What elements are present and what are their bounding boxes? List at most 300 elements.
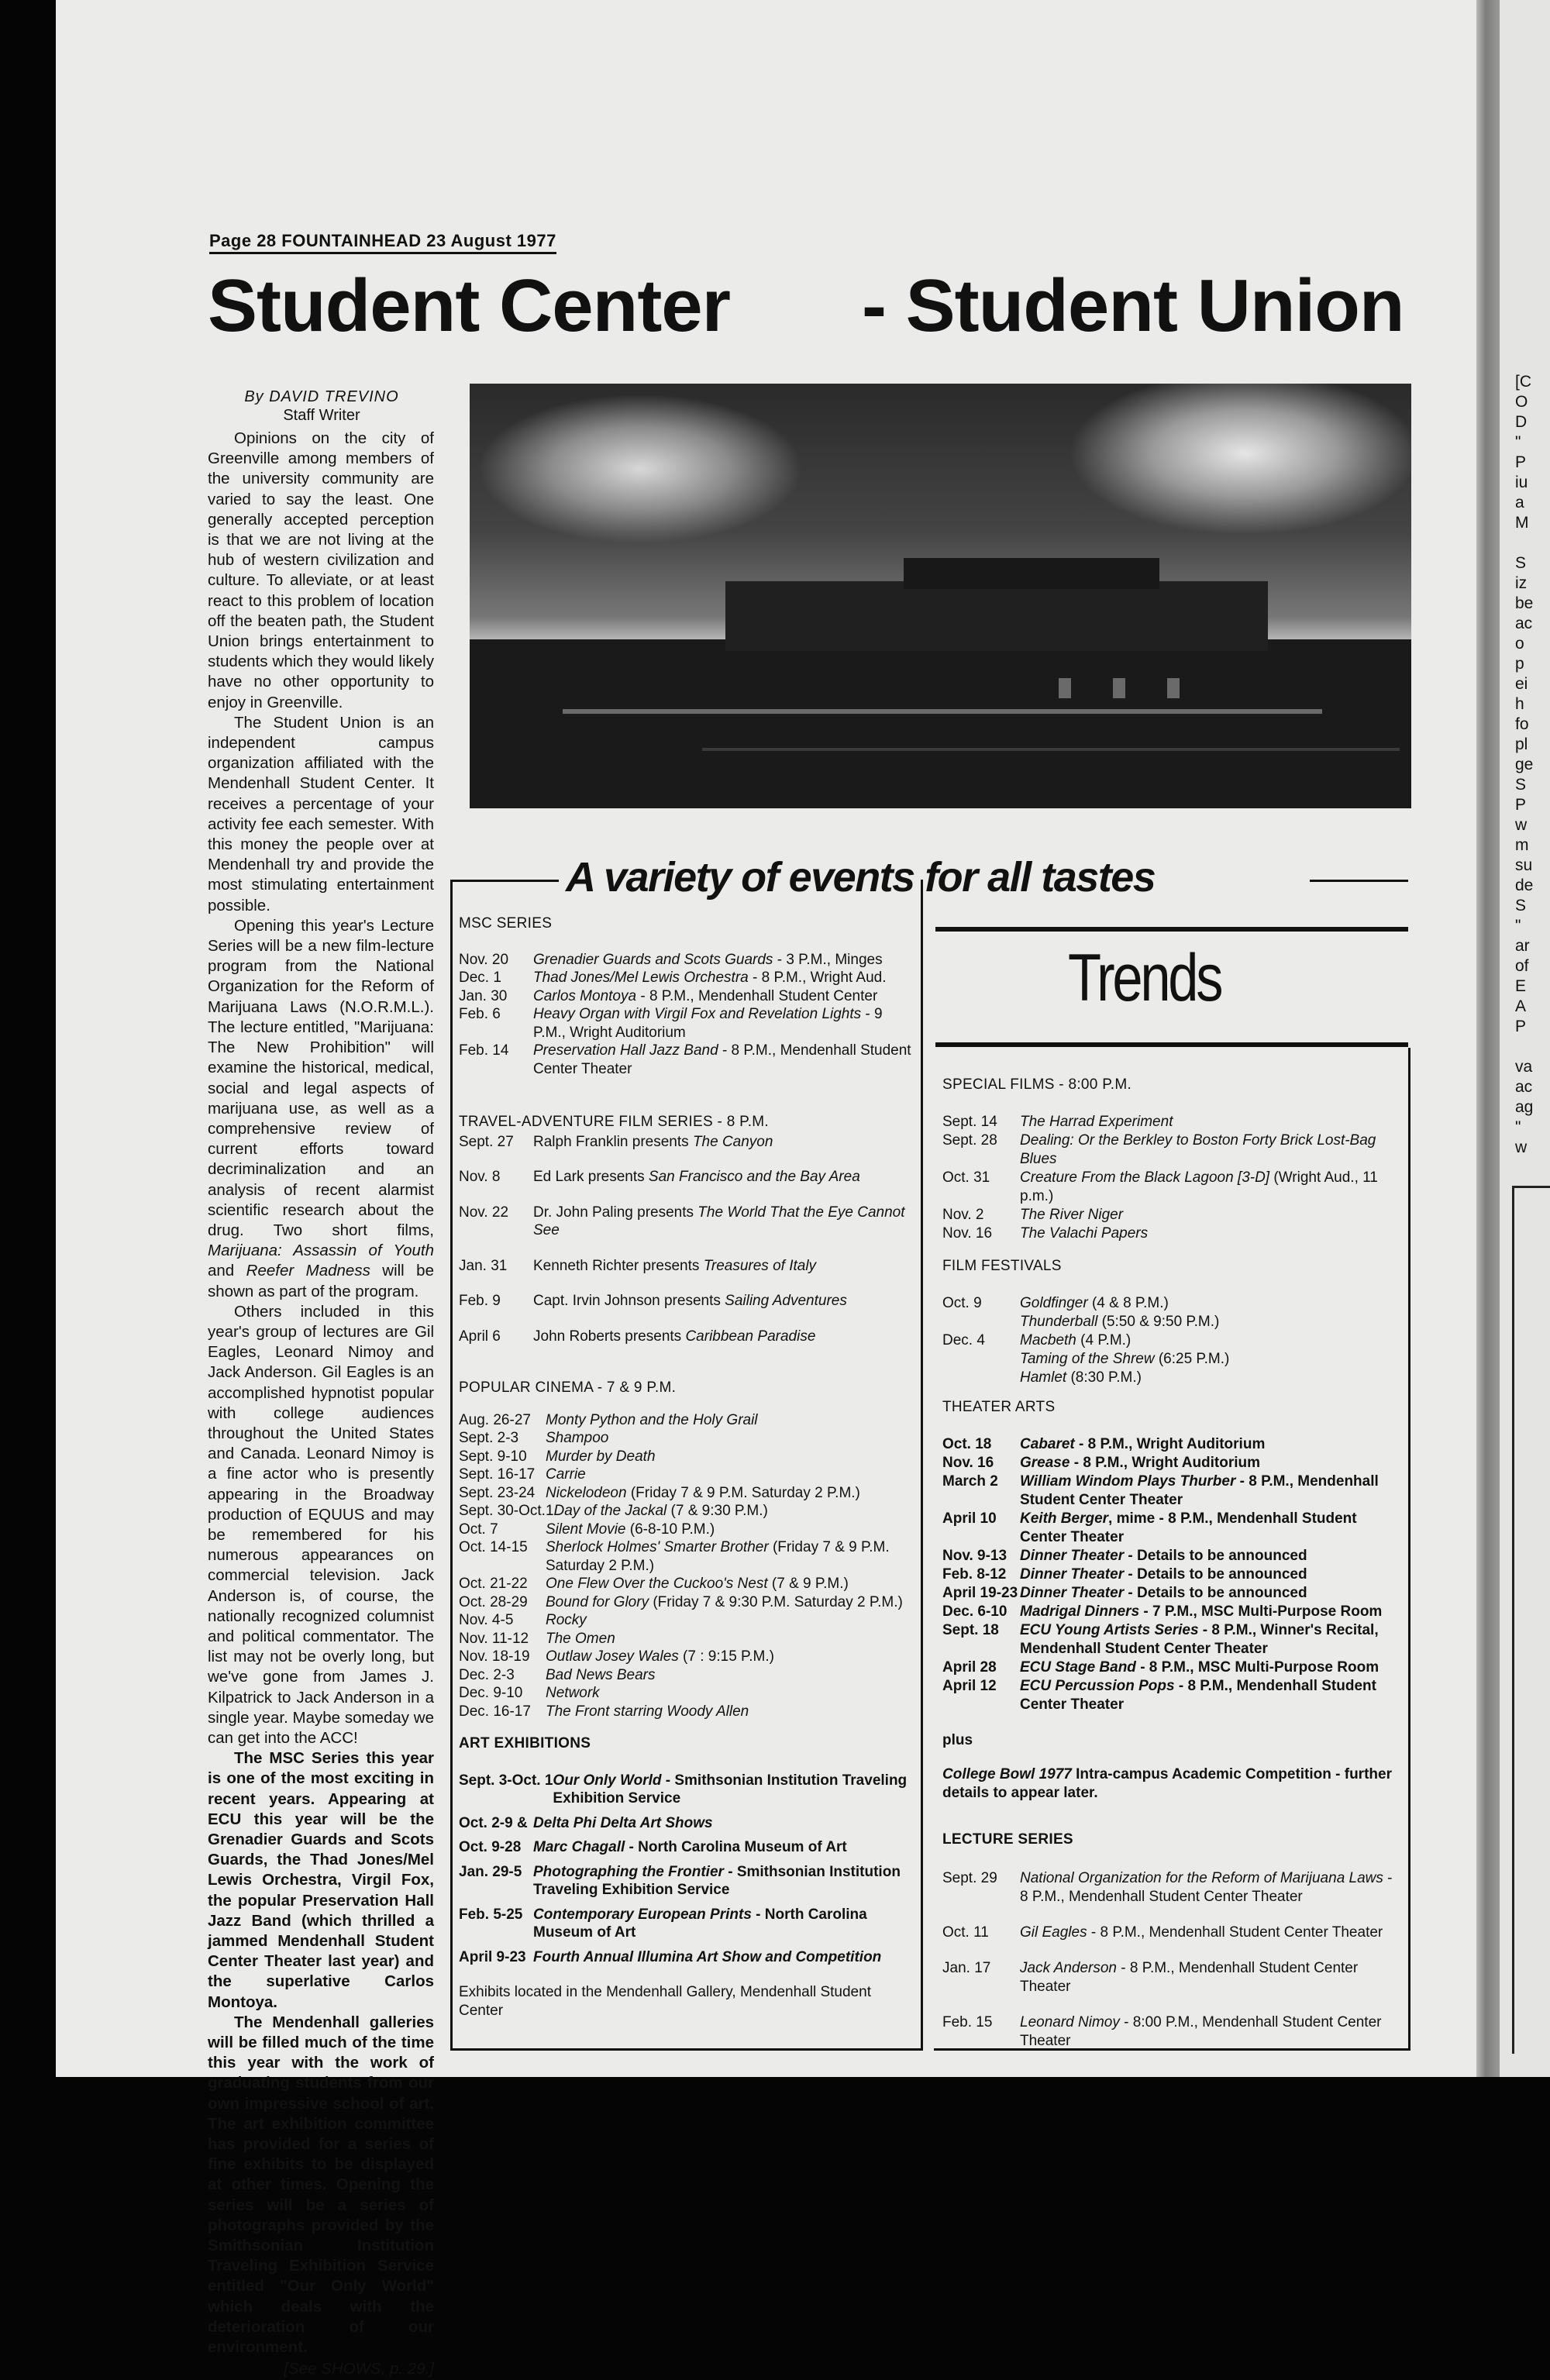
building-upper: [725, 581, 1268, 651]
event-title: The Valachi Papers: [1020, 1225, 1149, 1242]
trends-rule: [935, 1042, 1408, 1047]
event-date: Sept. 14: [942, 1114, 997, 1130]
event-entry: [459, 1042, 914, 1078]
event-date: Dec. 6-10: [942, 1603, 1008, 1620]
event-description: [546, 1684, 914, 1703]
event-entry: [942, 1224, 1401, 1243]
event-title: Taming of the Shrew: [1020, 1351, 1155, 1367]
event-date: Sept. 18: [942, 1622, 999, 1638]
event-details: - Details to be announced: [1124, 1585, 1307, 1601]
event-date: Oct. 28-29: [459, 1593, 528, 1610]
event-date: Sept. 23-24: [459, 1484, 536, 1501]
event-description: [546, 1466, 914, 1484]
adjacent-text-fragment: pl: [1515, 735, 1528, 753]
event-date: Feb. 6: [459, 1006, 501, 1022]
event-entry: [459, 1684, 914, 1703]
event-title: One Flew Over the Cuckoo's Nest: [546, 1576, 768, 1592]
adjacent-text-fragment: P: [1515, 453, 1527, 471]
event-entry: [459, 1168, 914, 1187]
adjacent-text-fragment: iu: [1515, 474, 1528, 491]
italic-title: Reefer Madness: [246, 1262, 370, 1280]
event-description: [546, 1521, 914, 1539]
event-description: [553, 1772, 914, 1808]
adjacent-text-fragment: S: [1515, 776, 1527, 794]
event-title: The Harrad Experiment: [1020, 1114, 1173, 1130]
event-entry: [942, 1565, 1401, 1584]
adjacent-text-fragment: ge: [1515, 756, 1534, 773]
event-details: - North Carolina Museum of Art: [533, 1906, 867, 1941]
event-details: - 8 P.M., Mendenhall Student Center Theater: [1087, 1924, 1383, 1941]
section-heading: ART EXHIBITIONS: [459, 1735, 591, 1751]
adjacent-text-fragment: ar: [1515, 937, 1530, 955]
event-description: [1020, 1350, 1401, 1369]
adjacent-text-fragment: w: [1515, 1138, 1528, 1156]
event-details: (Friday 7 & 9:30 P.M. Saturday 2 P.M.): [649, 1593, 903, 1610]
event-details: - North Carolina Museum of Art: [625, 1839, 847, 1855]
event-entry: [942, 1454, 1401, 1472]
trends-listing: [942, 1076, 1401, 2051]
event-description: [533, 1168, 914, 1187]
event-description: [1020, 1369, 1401, 1387]
event-entry: [459, 1448, 914, 1466]
paragraph-text: Opening this year's Lecture Series will be a new film-lecture program from the National Organization for the Reform of Marijuana Laws (N.O.R.M.L.). The lecture entitled, "Marijuana: The New Prohibition" will examine the historical, medical, social and legal aspects of marijuana use, as well as a comprehensive review of current efforts toward decriminalization and an analysis of recent alarmist scientific research about the drug. Two short films,: [208, 916, 434, 1239]
event-date: Nov. 2: [942, 1207, 984, 1223]
event-title: Thunderball: [1020, 1314, 1098, 1330]
event-date: Sept. 3-Oct. 1: [459, 1772, 553, 1789]
event-entry: [459, 1005, 914, 1042]
event-title: Rocky: [546, 1612, 587, 1628]
event-entry: [459, 1593, 914, 1612]
event-date: April 10: [942, 1510, 997, 1527]
event-title: Murder by Death: [546, 1448, 656, 1465]
paragraph-text: and: [208, 1262, 246, 1280]
event-description: [533, 1814, 914, 1833]
adjacent-text-fragment: ac: [1515, 1078, 1533, 1096]
event-title: Gil Eagles: [1020, 1924, 1087, 1941]
building-ledge: [563, 709, 1322, 714]
event-date: Dec. 9-10: [459, 1685, 523, 1701]
event-entry: [942, 1206, 1401, 1224]
event-date: Sept. 29: [942, 1870, 997, 1886]
event-date: Feb. 9: [459, 1293, 501, 1309]
event-entry: [942, 1472, 1401, 1510]
event-description: [546, 1630, 914, 1648]
event-details: - 8 P.M., Mendenhall Student Center Theater: [533, 1042, 911, 1077]
event-description: [1020, 1331, 1401, 1350]
event-entry: [459, 1538, 914, 1575]
event-description: [1020, 1206, 1401, 1224]
event-title: Outlaw Josey Wales: [546, 1648, 679, 1665]
adjacent-page: [1500, 0, 1550, 2077]
event-description: [533, 1863, 914, 1900]
event-description: [1020, 1869, 1401, 1906]
student-center-photo: [470, 384, 1411, 808]
section-heading: LECTURE SERIES: [942, 1831, 1073, 1848]
event-entry: [942, 1677, 1401, 1714]
event-description: [533, 987, 914, 1006]
adjacent-text-fragment: D: [1515, 413, 1528, 431]
adjacent-text-fragment: w: [1515, 816, 1528, 834]
adjacent-text-fragment: fo: [1515, 715, 1529, 733]
event-date: Oct. 9: [942, 1295, 982, 1311]
event-description: [533, 1906, 914, 1942]
event-entry: [942, 1658, 1401, 1677]
event-description: [546, 1484, 914, 1503]
event-description: [1020, 1584, 1401, 1603]
event-title: Grease: [1020, 1455, 1070, 1471]
event-date: Nov. 22: [459, 1204, 509, 1221]
event-date: Jan. 31: [459, 1257, 508, 1274]
trends-section: [942, 1257, 1401, 1387]
event-entry: [459, 951, 914, 970]
event-description: [1020, 1294, 1401, 1313]
event-description: [533, 1292, 914, 1311]
section-heading: FILM FESTIVALS: [942, 1258, 1062, 1274]
adjacent-text-fragment: o: [1515, 635, 1524, 653]
event-date: Oct. 11: [942, 1924, 989, 1941]
adjacent-text-fragment: a: [1515, 494, 1524, 511]
event-description: [546, 1666, 914, 1685]
event-date: Jan. 30: [459, 987, 508, 1004]
event-entry: [459, 1948, 914, 1967]
page-gutter: [1476, 0, 1500, 2077]
events-section: [459, 1734, 914, 1966]
event-description: [1020, 1113, 1401, 1131]
plus-label: plus: [942, 1732, 973, 1748]
event-date: Sept. 2-3: [459, 1430, 519, 1446]
events-section: [459, 1379, 914, 1720]
event-entry: [459, 1484, 914, 1503]
section-heading: TRAVEL-ADVENTURE FILM SERIES - 8 P.M.: [459, 1114, 769, 1130]
event-date: Feb. 14: [459, 1042, 509, 1059]
event-description: [533, 969, 914, 987]
adjacent-text-fragment: de: [1515, 877, 1534, 894]
event-details: - 7 P.M., MSC Multi-Purpose Room: [1139, 1603, 1383, 1620]
event-description: [533, 1204, 914, 1240]
event-entry: [459, 1703, 914, 1721]
event-entry: [942, 1369, 1401, 1387]
event-description: [546, 1538, 914, 1575]
building-roof: [904, 558, 1159, 589]
event-entry: [459, 1814, 914, 1833]
event-details: - 8 P.M., Wright Auditorium: [1074, 1436, 1266, 1452]
event-entry: [459, 1328, 914, 1346]
trends-section: [942, 1398, 1401, 1714]
event-title: ECU Young Artists Series: [1020, 1622, 1199, 1638]
event-title: Jack Anderson: [1020, 1960, 1117, 1976]
events-section: [459, 1113, 914, 1345]
event-title: The World That the Eye Cannot See: [533, 1204, 905, 1238]
event-date: Nov. 4-5: [459, 1612, 514, 1628]
headline-right: - Student Union: [862, 264, 1404, 347]
event-description: [546, 1611, 914, 1630]
event-date: Aug. 26-27: [459, 1411, 531, 1428]
event-title: Madrigal Dinners: [1020, 1603, 1140, 1620]
page-folio: Page 28 FOUNTAINHEAD 23 August 1977: [209, 231, 556, 254]
event-description: [1020, 1547, 1401, 1565]
adjacent-text-fragment: ei: [1515, 675, 1528, 693]
college-bowl-note: [942, 1765, 1401, 1803]
college-bowl-details: Intra-campus Academic Competition - further details to appear later.: [942, 1766, 1392, 1801]
event-entry: [459, 1429, 914, 1448]
event-title: Bound for Glory: [546, 1593, 649, 1610]
event-entry: [459, 1630, 914, 1648]
event-details: (6:25 P.M.): [1154, 1351, 1230, 1367]
event-title: The River Niger: [1020, 1207, 1124, 1223]
event-date: Dec. 1: [459, 970, 501, 986]
event-entry: [459, 1863, 914, 1900]
event-title: Contemporary European Prints: [533, 1906, 752, 1923]
event-details: - 8 P.M., Wright Auditorium: [1070, 1455, 1261, 1471]
event-date: Dec. 4: [942, 1332, 985, 1348]
event-entry: [459, 969, 914, 987]
event-entry: [459, 1502, 914, 1521]
event-date: Oct. 31: [942, 1169, 990, 1186]
article-paragraph: [208, 1748, 434, 2013]
event-date: Nov. 8: [459, 1169, 501, 1185]
event-description: [546, 1411, 914, 1430]
event-presenter: Ralph Franklin presents: [533, 1133, 693, 1150]
event-title: Keith Berger: [1020, 1510, 1109, 1527]
event-description: [546, 1703, 914, 1721]
event-description: [533, 1838, 914, 1857]
paragraph-text: Opinions on the city of Greenville among members of the university community are varied to say the least. One generally accepted perception is that we are not living at the hub of western civilization and culture. To alleviate, or at least react to this problem of location off the beaten path, the Student Union brings entertainment to students which they would likely have no other opportunity to enjoy in Greenville.: [208, 429, 434, 711]
section-heading: POPULAR CINEMA - 7 & 9 P.M.: [459, 1379, 677, 1396]
event-entry: [459, 1575, 914, 1593]
event-entry: [942, 1331, 1401, 1350]
event-title: Grenadier Guards and Scots Guards: [533, 951, 773, 968]
event-details: - 8 P.M., Winner's Recital, Mendenhall Student Center Theater: [1020, 1622, 1379, 1657]
event-details: - 8 P.M., Mendenhall Student Center Theater: [1020, 1473, 1379, 1508]
adjacent-text-fragment: be: [1515, 594, 1534, 612]
event-details: (5:50 & 9:50 P.M.): [1097, 1314, 1220, 1330]
event-date: April 9-23: [459, 1948, 526, 1965]
event-details: (Wright Aud., 11 p.m.): [1020, 1169, 1378, 1204]
event-description: [1020, 1621, 1401, 1658]
event-entry: [459, 1292, 914, 1311]
event-presenter: Ed Lark presents: [533, 1169, 649, 1185]
paragraph-text: The Mendenhall galleries will be filled much of the time this year with the work of graduating students from our own impressive school of art. The art exhibition committee has provided for a series of fine exhibits to be displayed at other times. Opening the series will be a series of photographs provided by the Smithsonian Institution Traveling Exhibition Service entitled "Our Only World" which deals with the deterioration of our environment.: [208, 2013, 434, 2357]
event-description: [1020, 1677, 1401, 1714]
adjacent-text-fragment: m: [1515, 836, 1529, 854]
event-title: Delta Phi Delta Art Shows: [533, 1814, 713, 1831]
adjacent-box-rule: [1512, 1186, 1550, 1188]
event-entry: [942, 2013, 1401, 2051]
adjacent-text-fragment: S: [1515, 554, 1527, 572]
event-title: San Francisco and the Bay Area: [648, 1169, 860, 1185]
article-paragraph: [208, 2013, 434, 2358]
event-entry: [459, 987, 914, 1006]
adjacent-text-fragment: S: [1515, 897, 1527, 914]
event-date: Jan. 29-5: [459, 1863, 522, 1880]
paragraph-text: Others included in this year's group of lectures are Gil Eagles, Leonard Nimoy and Jack Anderson. Gil Eagles is an accomplished hypnotist popular with college audiences throughout the United States and Canada. Leonard Nimoy is a fine actor who is presently appearing in the Broadway production of EQUUS and may be remembered for his numerous appearances on commercial television. Jack Anderson is, of course, the nationally recognized columnist and political commentator. The list may not be overly long, but we've gone from James J. Kilpatrick to Jack Anderson in a single year. Maybe someday we can get into the ACC!: [208, 1302, 434, 1747]
event-title: Thad Jones/Mel Lewis Orchestra: [533, 970, 749, 986]
adjacent-text-fragment: ag: [1515, 1098, 1534, 1116]
event-date: Nov. 9-13: [942, 1548, 1008, 1564]
event-title: Our Only World: [553, 1772, 662, 1789]
event-title: Monty Python and the Holy Grail: [546, 1411, 758, 1428]
window: [1167, 678, 1180, 698]
event-title: Cabaret: [1020, 1436, 1075, 1452]
event-date: [942, 1350, 1020, 1369]
event-entry: [459, 1666, 914, 1685]
event-description: [1020, 1510, 1401, 1547]
event-date: Oct. 9-28: [459, 1839, 522, 1855]
event-details: (6-8-10 P.M.): [625, 1521, 715, 1538]
window: [1113, 678, 1125, 698]
event-date: Oct. 7: [459, 1521, 498, 1538]
event-title: Sherlock Holmes' Smarter Brother: [546, 1539, 769, 1555]
event-description: [1020, 1435, 1401, 1454]
adjacent-text-fragment: ": [1515, 917, 1521, 935]
event-details: - 8:00 P.M., Mendenhall Student Center Theater: [1020, 2014, 1382, 2049]
event-details: (7 : 9:15 P.M.): [678, 1648, 774, 1665]
event-title: Nickelodeon: [546, 1484, 627, 1501]
event-title: Goldfinger: [1020, 1295, 1088, 1311]
event-date: April 28: [942, 1659, 997, 1676]
article-body: [208, 429, 434, 2380]
adjacent-text-fragment: of: [1515, 957, 1529, 975]
event-date: Sept. 30-Oct.1: [459, 1503, 554, 1519]
event-date: Sept. 28: [942, 1132, 997, 1149]
event-date: Feb. 5-25: [459, 1906, 523, 1923]
event-entry: [942, 1621, 1401, 1658]
event-date: Dec. 2-3: [459, 1666, 515, 1683]
events-footer-note: Exhibits located in the Mendenhall Gallery, Mendenhall Student Center: [459, 1984, 871, 2019]
event-date: April 12: [942, 1678, 997, 1694]
event-entry: [459, 1906, 914, 1942]
event-description: [1020, 1658, 1401, 1677]
trends-section: [942, 1076, 1401, 1243]
event-entry: [459, 1466, 914, 1484]
building-ledge: [702, 748, 1400, 751]
adjacent-text-fragment: E: [1515, 977, 1527, 995]
adjacent-text-fragment: P: [1515, 796, 1527, 814]
event-title: Fourth Annual Illumina Art Show and Competition: [533, 1948, 882, 1965]
event-entry: [459, 1772, 914, 1808]
adjacent-text-fragment: O: [1515, 393, 1528, 411]
event-date: Oct. 18: [942, 1436, 992, 1452]
event-entry: [459, 1411, 914, 1430]
adjacent-text-fragment: ": [1515, 433, 1521, 451]
event-date: March 2: [942, 1473, 998, 1490]
event-entry: [459, 1838, 914, 1857]
paragraph-text: The MSC Series this year is one of the most exciting in recent years. Appearing at ECU this year will be the Grenadier Guards and Scots Guards, the Thad Jones/Mel Lewis Orchestra, Virgil Fox, the popular Preservation Hall Jazz Band (which thrilled a jammed Mendenhall Student Center Theater last year) and the superlative Carlos Montoya.: [208, 1749, 434, 2011]
event-entry: [459, 1648, 914, 1666]
event-description: [533, 1042, 914, 1078]
event-date: Sept. 9-10: [459, 1448, 527, 1465]
event-title: Macbeth: [1020, 1332, 1076, 1348]
event-entry: [942, 1169, 1401, 1206]
event-details: (7 & 9:30 P.M.): [666, 1503, 768, 1519]
event-title: Carlos Montoya: [533, 987, 637, 1004]
event-date: April 6: [459, 1328, 501, 1345]
event-description: [1020, 1924, 1401, 1942]
event-details: - 8 P.M., Wright Aud.: [748, 970, 887, 986]
event-details: , mime - 8 P.M., Mendenhall Student Center Theater: [1020, 1510, 1357, 1545]
adjacent-text-fragment: A: [1515, 997, 1527, 1015]
event-description: [546, 1448, 914, 1466]
event-entry: [459, 1204, 914, 1240]
event-title: Photographing the Frontier: [533, 1863, 724, 1880]
event-title: Heavy Organ with Virgil Fox and Revelation Lights: [533, 1006, 862, 1022]
article-paragraph: [208, 429, 434, 713]
event-date: Nov. 16: [942, 1225, 993, 1242]
event-entry: [942, 1869, 1401, 1906]
event-entry: [942, 1603, 1401, 1621]
event-details: - Smithsonian Institution Traveling Exhibition Service: [553, 1772, 908, 1807]
article-paragraph: [208, 1302, 434, 1748]
college-bowl-title: College Bowl 1977: [942, 1766, 1072, 1782]
event-entry: [459, 1521, 914, 1539]
event-entry: [942, 1113, 1401, 1131]
paragraph-text: will be shown as part of the program.: [208, 1262, 434, 1300]
event-entry: [942, 1350, 1401, 1369]
event-title: Sailing Adventures: [725, 1293, 847, 1309]
events-section: [459, 914, 914, 1078]
event-presenter: John Roberts presents: [533, 1328, 686, 1345]
byline: [209, 387, 434, 425]
article-paragraph: [208, 916, 434, 1302]
adjacent-text-fragment: M: [1515, 514, 1529, 532]
event-title: The Canyon: [692, 1133, 773, 1150]
event-title: Creature From the Black Lagoon [3-D]: [1020, 1169, 1270, 1186]
lecture-section: [942, 1831, 1401, 2051]
event-entry: [942, 1294, 1401, 1313]
event-title: William Windom Plays Thurber: [1020, 1473, 1236, 1490]
event-details: - 3 P.M., Minges: [773, 951, 883, 968]
event-presenter: Dr. John Paling presents: [533, 1204, 698, 1221]
event-title: Network: [546, 1685, 600, 1701]
event-title: ECU Stage Band: [1020, 1659, 1136, 1676]
section-heading: SPECIAL FILMS - 8:00 P.M.: [942, 1076, 1132, 1093]
event-title: Caribbean Paradise: [685, 1328, 816, 1345]
event-description: [1020, 1224, 1401, 1243]
event-entry: [459, 1133, 914, 1152]
event-title: Day of the Jackal: [553, 1503, 667, 1519]
event-details: - 8 P.M., Mendenhall Student Center Theater: [1020, 1960, 1359, 1995]
event-details: - Smithsonian Institution Traveling Exhibition Service: [533, 1863, 901, 1898]
event-entry: [942, 1547, 1401, 1565]
event-description: [533, 1005, 914, 1042]
event-presenter: Capt. Irvin Johnson presents: [533, 1293, 725, 1309]
event-title: Bad News Bears: [546, 1666, 656, 1683]
event-date: Oct. 14-15: [459, 1539, 528, 1555]
event-entry: [459, 1257, 914, 1276]
event-date: Feb. 15: [942, 2014, 993, 2030]
event-title: Dinner Theater: [1020, 1566, 1125, 1583]
event-title: ECU Percussion Pops: [1020, 1678, 1175, 1694]
event-details: - 9 P.M., Wright Auditorium: [533, 1006, 883, 1041]
trends-rule: [935, 927, 1408, 932]
section-heading: THEATER ARTS: [942, 1399, 1056, 1415]
event-details: - 8 P.M., MSC Multi-Purpose Room: [1135, 1659, 1380, 1676]
event-entry: [942, 1959, 1401, 1996]
event-date: Nov. 11-12: [459, 1630, 529, 1647]
headline-left: Student Center: [208, 264, 731, 347]
event-description: [533, 1328, 914, 1346]
continued-note: [See SHOWS, p. 29.]: [284, 2360, 434, 2378]
event-details: - Details to be announced: [1124, 1566, 1307, 1583]
event-details: - 8 P.M., Mendenhall Student Center Theater: [1020, 1678, 1376, 1713]
event-entry: [459, 1611, 914, 1630]
event-title: The Omen: [546, 1630, 615, 1647]
event-description: [1020, 1131, 1401, 1169]
event-date: [942, 1369, 1020, 1387]
event-details: (7 & 9 P.M.): [767, 1576, 849, 1592]
event-description: [546, 1648, 914, 1666]
event-entry: [942, 1313, 1401, 1331]
